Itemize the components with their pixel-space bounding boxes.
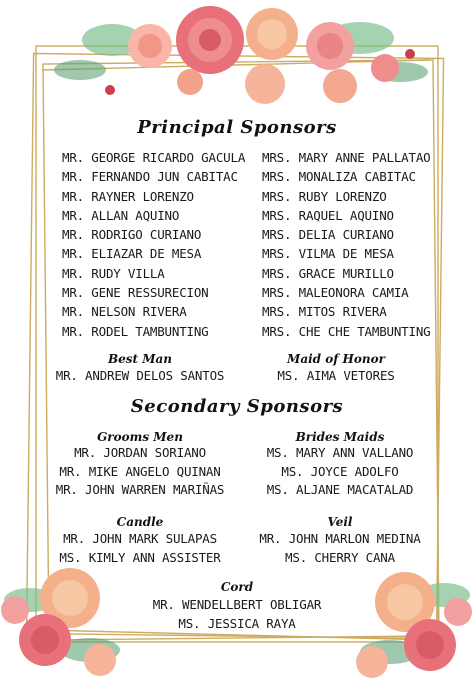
grooms-men-label: Grooms Men (97, 430, 183, 444)
list-item: MR. JOHN MARLON MEDINA (259, 531, 421, 546)
list-item: MR. GEORGE RICARDO GACULA (62, 150, 246, 165)
veil-names (240, 530, 440, 567)
principal-men-column (62, 148, 245, 341)
list-item: MRS. GRACE MURILLO (262, 265, 394, 281)
list-item: MR. RUDY VILLA (62, 265, 165, 281)
list-item: MRS. MITOS RIVERA (262, 304, 387, 320)
list-item: MR. ELIAZAR DE MESA (62, 246, 202, 262)
cord-label: Cord (220, 580, 254, 594)
brides-maids-label: Brides Maids (295, 430, 385, 444)
list-item: MRS. RUBY LORENZO (262, 188, 387, 204)
list-item: MR. GENE RESSURECION (62, 285, 209, 301)
list-item: MRS. DELIA CURIANO (262, 227, 394, 243)
principal-sponsors-title: Principal Sponsors (137, 117, 337, 138)
best-man-label: Best Man (107, 352, 173, 366)
secondary-sponsors-title: Secondary Sponsors (130, 396, 344, 417)
veil-label: Veil (327, 515, 353, 529)
list-item: MR. RODEL TAMBUNTING (62, 323, 209, 339)
list-item: MS. MARY ANN VALLANO (266, 445, 414, 460)
list-item: MS. JOYCE ADOLFO (281, 463, 399, 479)
list-item: MS. CHERRY CANA (285, 549, 395, 565)
brides-maids-names (240, 444, 440, 500)
list-item: MR. WENDELLBERT OBLIGAR (152, 597, 322, 612)
list-item: MR. FERNANDO JUN CABITAC (62, 169, 238, 185)
list-item: MR. MIKE ANGELO QUINAN (59, 463, 221, 479)
best-man-names (40, 367, 240, 386)
list-item: MR. ALLAN AQUINO (62, 207, 180, 223)
candle-names (40, 530, 240, 567)
list-item: MRS. VILMA DE MESA (262, 246, 394, 262)
maid-of-honor-names (236, 367, 436, 386)
grooms-men-names (40, 444, 240, 500)
list-item: MS. ALJANE MACATALAD (266, 482, 414, 497)
list-item: MRS. RAQUEL AQUINO (262, 207, 394, 223)
list-item: MS. KIMLY ANN ASSISTER (59, 549, 221, 565)
candle-label: Candle (116, 515, 164, 529)
list-item: MS. JESSICA RAYA (178, 615, 296, 631)
list-item: MR. JOHN MARK SULAPAS (63, 531, 217, 546)
list-item: MS. AIMA VETORES (277, 368, 395, 383)
list-item: MR. ANDREW DELOS SANTOS (55, 368, 225, 383)
list-item: MR. JOHN WARREN MARIÑAS (55, 482, 225, 497)
cord-names (117, 596, 357, 633)
list-item: MRS. MALEONORA CAMIA (262, 285, 409, 301)
list-item: MR. NELSON RIVERA (62, 304, 187, 320)
maid-of-honor-label: Maid of Honor (287, 352, 385, 366)
principal-women-column (262, 148, 431, 341)
list-item: MRS. MONALIZA CABITAC (262, 169, 416, 185)
list-item: MR. RODRIGO CURIANO (62, 227, 202, 243)
list-item: MR. RAYNER LORENZO (62, 188, 194, 204)
list-item: MRS. MARY ANNE PALLATAO (262, 150, 431, 165)
list-item: MR. JORDAN SORIANO (74, 445, 206, 460)
list-item: MRS. CHE CHE TAMBUNTING (262, 323, 431, 339)
